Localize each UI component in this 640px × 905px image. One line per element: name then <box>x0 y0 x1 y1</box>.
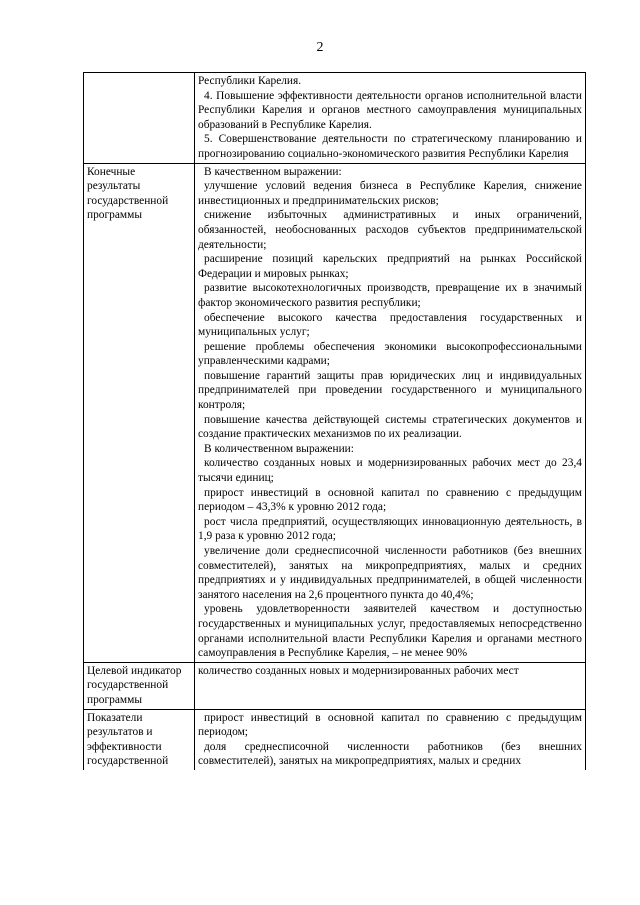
program-passport-table <box>83 72 586 770</box>
paragraph: решение проблемы обеспечения экономики высокопрофессиональными управленческими кадрами; <box>198 340 582 368</box>
table-row <box>84 163 586 662</box>
paragraph: развитие высокотехнологичных производств, превращение их в значимый фактор экономического развития республики; <box>198 282 582 309</box>
paragraph: уровень удовлетворенности заявителей качеством и доступностью государственных и муниципальных услуг, предоставляемых непосредственно органами исполнительной власти Республики Карелия и органами местного самоуправления в Республике Карелия, – не менее 90% <box>198 603 582 660</box>
paragraph: количество созданных новых и модернизированных рабочих мест до 23,4 тысячи единиц; <box>198 457 582 485</box>
paragraph: 4. Повышение эффективности деятельности органов исполнительной власти Республики Карелия и органов местного самоуправления муниципальных образований в Республике Карелия. <box>198 89 582 131</box>
page-number: 2 <box>316 40 324 55</box>
paragraph: обеспечение высокого качества предоставления государственных и муниципальных услуг; <box>198 311 582 339</box>
paragraph: повышение качества действующей системы стратегических документов и создание практических механизмов по их реализации. <box>198 413 582 441</box>
paragraph: доля среднесписочной численности работников (без внешних совместителей), занятых на микропредприятиях, малых и средних <box>198 740 582 768</box>
paragraph: улучшение условий ведения бизнеса в Республике Карелия, снижение инвестиционных и предпринимательских рисков; <box>198 180 582 207</box>
row-content <box>195 709 586 770</box>
table-row <box>84 73 586 164</box>
paragraph: В количественном выражении: <box>204 442 354 455</box>
row-label <box>84 73 195 164</box>
paragraph: прирост инвестиций в основной капитал по сравнению с предыдущим периодом; <box>198 711 582 739</box>
paragraph: расширение позиций карельских предприятий на рынках Российской Федерации и мировых рынках; <box>198 253 582 280</box>
row-content <box>195 662 586 709</box>
table-row <box>84 662 586 709</box>
row-content <box>195 73 586 164</box>
row-label: Целевой индикатор государственной программы <box>84 662 195 709</box>
row-label: Конечные результаты государственной программы <box>84 163 195 662</box>
table-row <box>84 709 586 770</box>
paragraph: увеличение доли среднесписочной численности работников (без внешних совместителей), занятых на микропредприятиях, малых и средних предприятиях и у индивидуальных предпринимателей, в общей численности занятого населения на 2,6 процентного пункта до 40,4%; <box>198 545 582 601</box>
row-label: Показатели результатов и эффективности государственной <box>84 709 195 770</box>
paragraph: 5. Совершенствование деятельности по стратегическому планированию и прогнозированию социально-экономического развития Республики Карелия <box>198 133 582 160</box>
row-content <box>195 163 586 662</box>
paragraph: рост числа предприятий, осуществляющих инновационную деятельность, в 1,9 раза к уровню 2012 года; <box>198 515 582 543</box>
paragraph: В качественном выражении: <box>204 165 342 178</box>
paragraph: прирост инвестиций в основной капитал по сравнению с предыдущим периодом – 43,3% к уровню 2012 года; <box>198 486 582 514</box>
paragraph: количество созданных новых и модернизированных рабочих мест <box>198 664 519 677</box>
paragraph: снижение избыточных административных и иных ограничений, обязанностей, необоснованных расходов субъектов предпринимательской деятельности; <box>198 209 582 251</box>
paragraph: повышение гарантий защиты прав юридических лиц и индивидуальных предпринимателей при проведении государственного и муниципального контроля; <box>198 369 582 412</box>
paragraph: Республики Карелия. <box>198 75 302 87</box>
